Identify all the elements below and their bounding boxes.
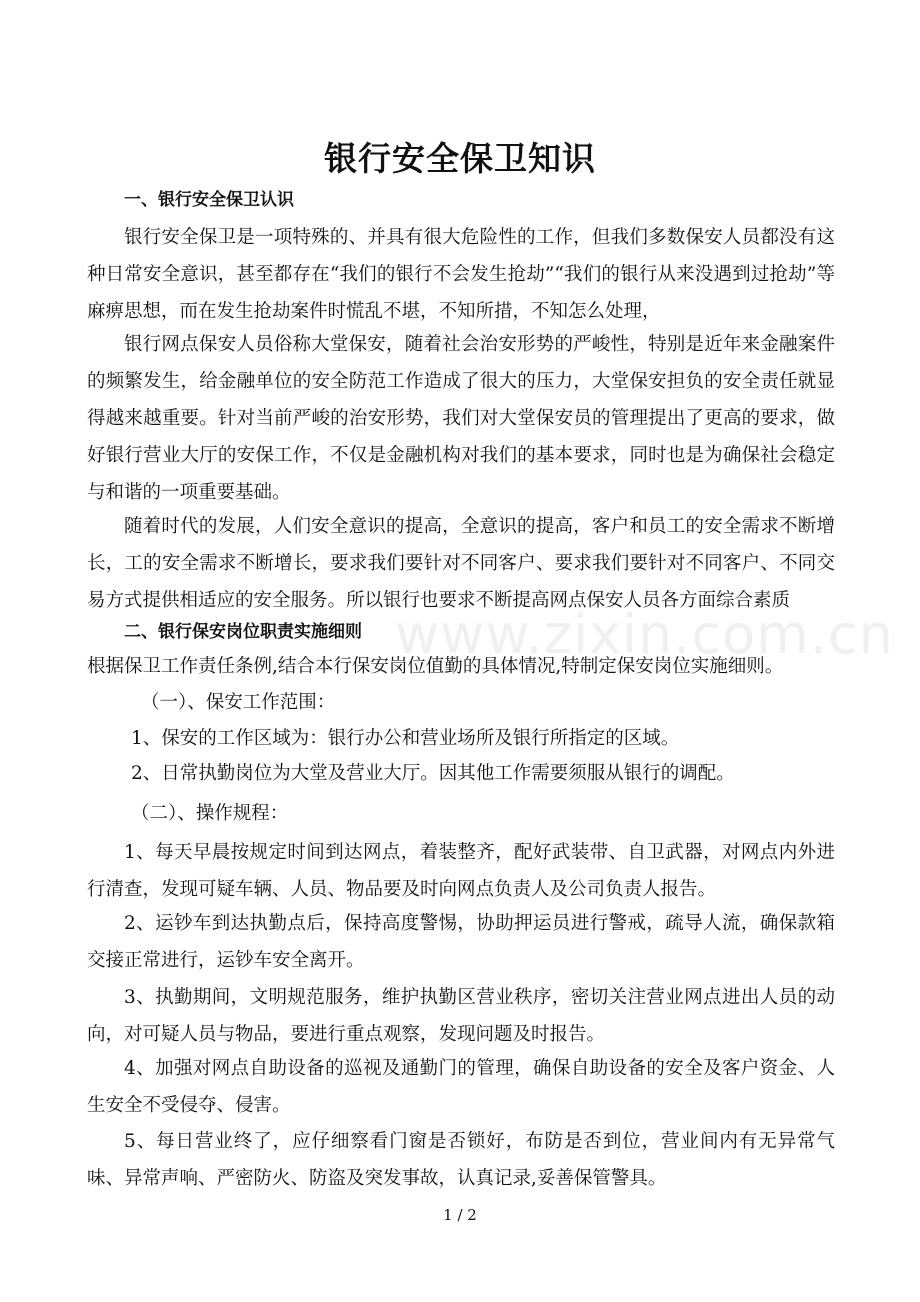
section-2-intro: 根据保卫工作责任条例,结合本行保安岗位值勤的具体情况,特制定保安岗位实施细则。 xyxy=(87,656,784,677)
procedure-item-1: 1、每天早晨按规定时间到达网点，着装整齐，配好武装带、自卫武器，对网点内外进行清查，发现可疑车辆、人员、物品要及时向网点负责人及公司负责人报告。 xyxy=(87,842,835,900)
work-scope-item-1: 1、保安的工作区域为：银行办公和营业场所及银行所指定的区域。 xyxy=(131,728,680,749)
subsection-1-heading: （一）、保安工作范围： xyxy=(141,692,336,713)
section-1-paragraph-2: 银行网点保安人员俗称大堂保安，随着社会治安形势的严峻性，特别是近年来金融案件的频繁发生，给金融单位的安全防范工作造成了很大的压力，大堂保安担负的安全责任就显得越来越重要。针对当前严峻的治安形势，我们对大堂保安员的管理提出了更高的要求，做好银行营业大厅的安保工作，不仅是金融机构对我们的基本要求，同时也是为确保社会稳定与和谐的一项重要基础。 xyxy=(87,334,835,503)
procedure-item-2: 2、运钞车到达执勤点后，保持高度警惕，协助押运员进行警戒，疏导人流，确保款箱交接正常进行，运钞车安全离开。 xyxy=(87,913,835,971)
section-1-paragraph-3: 随着时代的发展，人们安全意识的提高，全意识的提高，客户和员工的安全需求不断增长，工的安全需求不断增长，要求我们要针对不同客户、要求我们要针对不同客户、不同交易方式提供相适应的安全服务。所以银行也要求不断提高网点保安人员各方面综合素质 xyxy=(87,516,835,611)
procedure-item-5: 5、每日营业终了，应仔细察看门窗是否锁好，布防是否到位，营业间内有无异常气味、异常声响、严密防火、防盗及突发事故，认真记录,妥善保管警具。 xyxy=(87,1131,835,1189)
subsection-2-heading: （二）、操作规程： xyxy=(131,803,289,824)
page-number: 1 / 2 xyxy=(443,1206,477,1224)
procedure-item-4: 4、加强对网点自助设备的巡视及通勤门的管理，确保自助设备的安全及客户资金、人生安全不受侵夺、侵害。 xyxy=(87,1058,835,1116)
section-1-heading: 一、银行安全保卫认识 xyxy=(124,190,294,210)
section-1-paragraph-1: 银行安全保卫是一项特殊的、并具有很大危险性的工作，但我们多数保安人员都没有这种日常安全意识，甚至都存在“我们的银行不会发生抢劫”“我们的银行从来没遇到过抢劫”等麻痹思想，而在发生抢劫案件时慌乱不堪，不知所措，不知怎么处理， xyxy=(87,227,835,322)
section-2-heading: 二、银行保安岗位职责实施细则 xyxy=(124,622,362,642)
document-title: 银行安全保卫知识 xyxy=(324,139,596,179)
work-scope-item-2: 2、日常执勤岗位为大堂及营业大厅。因其他工作需要须服从银行的调配。 xyxy=(131,763,735,784)
procedure-item-3: 3、执勤期间，文明规范服务，维护执勤区营业秩序，密切关注营业网点进出人员的动向，对可疑人员与物品，要进行重点观察，发现问题及时报告。 xyxy=(87,987,835,1045)
watermark-text: www.zixin.com.cn xyxy=(395,603,894,666)
